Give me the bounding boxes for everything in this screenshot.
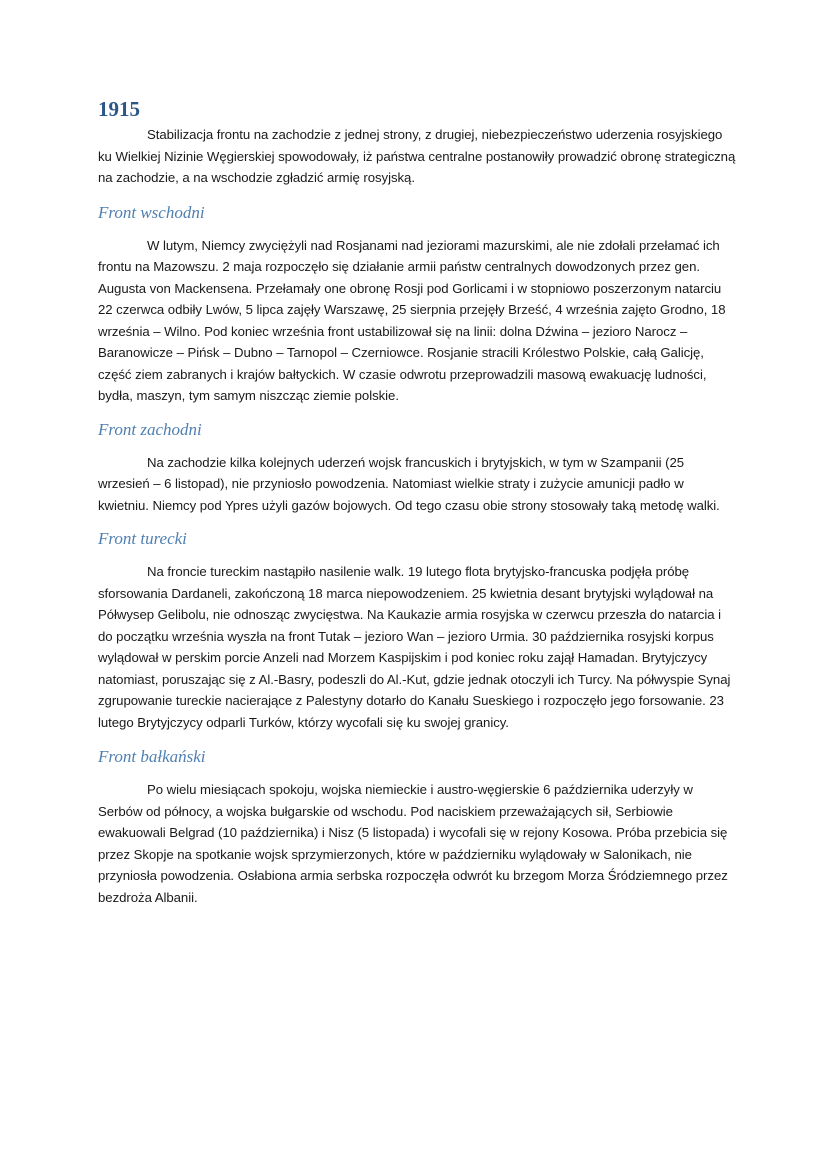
document-content — [98, 96, 738, 908]
intro-paragraph: Stabilizacja frontu na zachodzie z jednej strony, z drugiej, niebezpieczeństwo uderzenia rosyjskiego ku Wielkiej Nizinie Węgierskiej spowodowały, iż państwa centralne postanowiły prowadzić obronę strategiczną na zachodzie, a na wschodzie zgładzić armię rosyjską. — [98, 127, 736, 185]
paragraph-front-turecki: Na froncie tureckim nastąpiło nasilenie walk. 19 lutego flota brytyjsko-francuska podjęła próbę sforsowania Dardaneli, zakończoną 18 marca niepowodzeniem. 25 kwietnia desant brytyjski wylądował na Półwysep Gelibolu, nie odnosząc zwycięstwa. Na Kaukazie armia rosyjska w czerwcu przeszła do natarcia i do początku września wyszła na front Tutak – jezioro Wan – jezioro Urmia. 30 października rosyjski korpus wylądował w perskim porcie Anzeli nad Morzem Kaspijskim i pod koniec roku zajął Hamadan. Brytyjczycy natomiast, poruszając się z Al.-Basry, podeszli do Al.-Kut, gdzie jednak otoczyli ich Turcy. Na półwyspie Synaj zgrupowanie tureckie nacierające z Palestyny dotarło do Kanału Sueskiego i rozpoczęło jego forsowanie. 23 lutego Brytyjczycy odparli Turków, którzy wycofali się ku swojej granicy. — [98, 564, 731, 730]
year-heading: 1915 — [98, 97, 140, 121]
heading-front-wschodni: Front wschodni — [98, 202, 205, 222]
heading-front-turecki: Front turecki — [98, 529, 187, 548]
paragraph-front-wschodni: W lutym, Niemcy zwyciężyli nad Rosjanami nad jeziorami mazurskimi, ale nie zdołali przełamać ich frontu na Mazowszu. 2 maja rozpoczęło się działanie armii państw centralnych dowodzonych przez gen. Augusta von Mackensena. Przełamały one obronę Rosji pod Gorlicami i w stopniowo poszerzonym natarciu 22 czerwca odbiły Lwów, 5 lipca zajęły Warszawę, 25 sierpnia przejęły Brześć, 4 września zajęto Grodno, 18 września – Wilno. Pod koniec września front ustabilizował się na linii: dolna Dźwina – jezioro Narocz – Baranowicze – Pińsk – Dubno – Tarnopol – Czerniowce. Rosjanie stracili Królestwo Polskie, całą Galicję, część ziem zabranych i krajów bałtyckich. W czasie odwrotu przeprowadzili masową ewakuację ludności, bydła, maszyn, tym samym niszcząc ziemie polskie. — [98, 237, 726, 403]
paragraph-front-zachodni: Na zachodzie kilka kolejnych uderzeń wojsk francuskich i brytyjskich, w tym w Szampanii (25 wrzesień – 6 listopad), nie przyniosło powodzenia. Natomiast wielkie straty i zużycie amunicji padło w kwietniu. Niemcy pod Ypres użyli gazów bojowych. Od tego czasu obie strony stosowały taką metodę walki. — [98, 454, 720, 513]
heading-front-zachodni: Front zachodni — [98, 419, 202, 439]
heading-front-balkanski: Front bałkański — [98, 747, 206, 766]
paragraph-front-balkanski: Po wielu miesiącach spokoju, wojska niemieckie i austro-węgierskie 6 października uderzyły w Serbów od północy, a wojska bułgarskie od wschodu. Pod naciskiem przeważających sił, Serbiowie ewakuowali Belgrad (10 października) i Nisz (5 listopada) i wycofali się w rejony Kosowa. Próba przebicia się przez Skopje na spotkanie wojsk sprzymierzonych, które w październiku wylądowały w Salonikach, nie przyniosła powodzenia. Osłabiona armia serbska rozpoczęła odwrót ku brzegom Morza Śródziemnego przez bezdroża Albanii. — [98, 782, 728, 905]
